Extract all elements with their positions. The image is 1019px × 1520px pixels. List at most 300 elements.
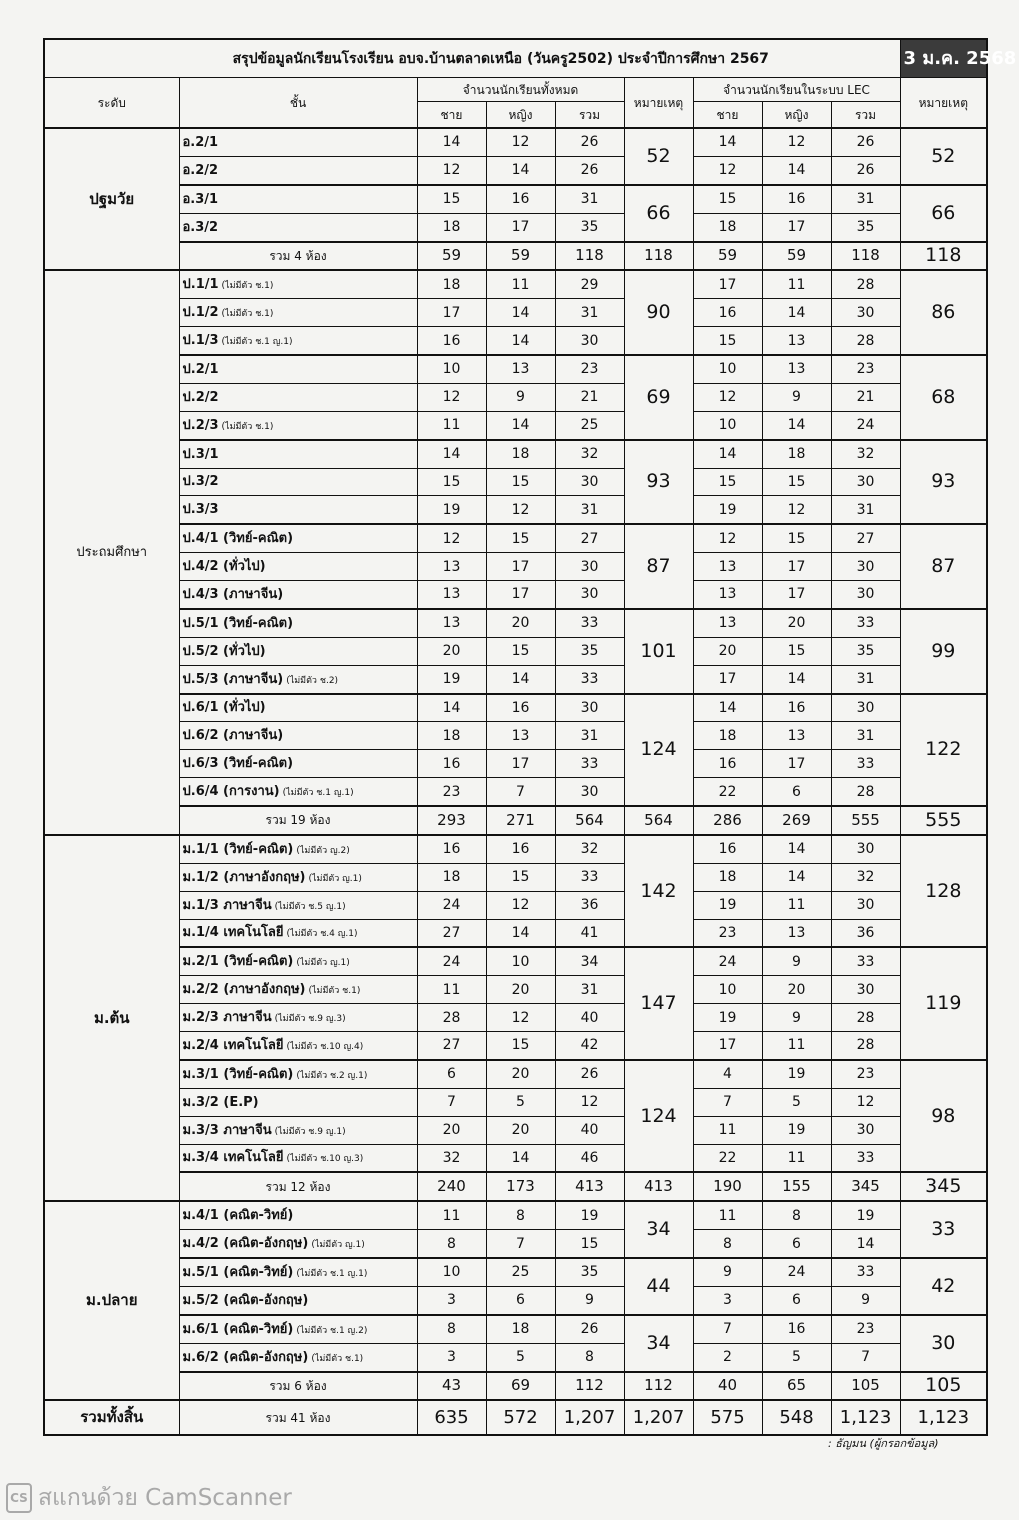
lec-total-count: 26	[831, 128, 900, 156]
header-lec-total: รวม	[831, 102, 900, 129]
class-name	[179, 1060, 417, 1088]
table-row	[44, 270, 987, 298]
class-label: ม.2/4 เทคโนโลยี	[182, 1037, 284, 1053]
grand-total-m: 635	[417, 1400, 486, 1435]
subtotal-lec-male: 40	[693, 1372, 762, 1401]
remark-all: 66	[624, 185, 693, 242]
lec-female-count: 8	[762, 1201, 831, 1229]
class-name	[179, 778, 417, 806]
table-row	[44, 128, 987, 156]
total-count: 32	[555, 440, 624, 468]
male-count: 12	[417, 383, 486, 411]
footer-note: : ธัญมน (ผู้กรอกข้อมูล)	[828, 1437, 939, 1450]
male-count: 10	[417, 355, 486, 383]
remark-all: 90	[624, 270, 693, 355]
class-label: ม.4/1 (คณิต-วิทย์)	[182, 1208, 294, 1224]
table-row	[44, 327, 987, 355]
subtotal-male: 43	[417, 1372, 486, 1401]
male-count: 28	[417, 1004, 486, 1032]
lec-total-count: 30	[831, 694, 900, 722]
male-count: 18	[417, 722, 486, 750]
table-row	[44, 411, 987, 439]
lec-female-count: 9	[762, 947, 831, 975]
class-name	[179, 919, 417, 947]
subtotal-total: 413	[555, 1172, 624, 1201]
male-count: 18	[417, 213, 486, 241]
lec-female-count: 13	[762, 327, 831, 355]
female-count: 20	[486, 609, 555, 637]
male-count: 11	[417, 411, 486, 439]
camscanner-logo-icon: CS	[6, 1483, 32, 1513]
header-lec-male: ชาย	[693, 102, 762, 129]
table-row	[44, 355, 987, 383]
subtotal-lec-total: 345	[831, 1172, 900, 1201]
remark-all: 34	[624, 1315, 693, 1372]
subtotal-lec-total: 105	[831, 1372, 900, 1401]
class-note: (ไม่มีตัว ช.1)	[311, 1353, 364, 1364]
class-note: (ไม่มีตัว ญ.2)	[296, 845, 350, 856]
male-count: 19	[417, 665, 486, 693]
table-row	[44, 1201, 987, 1229]
total-count: 19	[555, 1201, 624, 1229]
class-label: ม.1/4 เทคโนโลยี	[182, 925, 284, 941]
total-count: 36	[555, 891, 624, 919]
lec-total-count: 28	[831, 327, 900, 355]
lec-male-count: 11	[693, 1201, 762, 1229]
table-row	[44, 440, 987, 468]
lec-total-count: 35	[831, 637, 900, 665]
remark-all: 34	[624, 1201, 693, 1258]
lec-male-count: 7	[693, 1315, 762, 1343]
remark-all: 93	[624, 440, 693, 525]
lec-total-count: 30	[831, 553, 900, 581]
class-label: ป.4/3 (ภาษาจีน)	[182, 586, 284, 602]
class-name	[179, 1201, 417, 1229]
lec-female-count: 9	[762, 383, 831, 411]
class-label: ม.5/2 (คณิต-อังกฤษ)	[182, 1292, 309, 1308]
male-count: 6	[417, 1060, 486, 1088]
total-count: 30	[555, 581, 624, 609]
total-count: 35	[555, 637, 624, 665]
lec-total-count: 19	[831, 1201, 900, 1229]
female-count: 17	[486, 213, 555, 241]
header-total: รวม	[555, 102, 624, 129]
lec-female-count: 16	[762, 694, 831, 722]
lec-female-count: 15	[762, 637, 831, 665]
class-note: (ไม่มีตัว ญ.1)	[308, 873, 362, 884]
lec-male-count: 22	[693, 1144, 762, 1172]
class-name	[179, 299, 417, 327]
remark-lec: 52	[900, 128, 987, 185]
female-count: 14	[486, 156, 555, 184]
remark-lec: 33	[900, 1201, 987, 1258]
total-count: 32	[555, 835, 624, 863]
remark-lec: 122	[900, 694, 987, 807]
lec-male-count: 12	[693, 156, 762, 184]
subtotal-label: รวม 19 ห้อง	[179, 806, 417, 835]
grand-total-f: 572	[486, 1400, 555, 1435]
table-row	[44, 185, 987, 213]
remark-all: 147	[624, 947, 693, 1060]
male-count: 11	[417, 976, 486, 1004]
female-count: 16	[486, 694, 555, 722]
female-count: 16	[486, 185, 555, 213]
lec-female-count: 17	[762, 750, 831, 778]
lec-male-count: 19	[693, 496, 762, 524]
female-count: 15	[486, 863, 555, 891]
female-count: 16	[486, 835, 555, 863]
lec-male-count: 18	[693, 722, 762, 750]
header-class: ชั้น	[179, 78, 417, 129]
table-row	[44, 919, 987, 947]
lec-male-count: 17	[693, 665, 762, 693]
subtotal-lec-remark: 555	[900, 806, 987, 835]
lec-male-count: 10	[693, 355, 762, 383]
remark-all: 142	[624, 835, 693, 948]
male-count: 10	[417, 1258, 486, 1286]
table-row	[44, 1230, 987, 1258]
class-label: ป.1/3	[182, 333, 219, 349]
class-name	[179, 750, 417, 778]
lec-male-count: 10	[693, 976, 762, 1004]
total-count: 35	[555, 1258, 624, 1286]
lec-male-count: 16	[693, 750, 762, 778]
class-label: ป.3/1	[182, 446, 219, 462]
class-label: ป.6/2 (ภาษาจีน)	[182, 728, 284, 744]
female-count: 10	[486, 947, 555, 975]
total-count: 26	[555, 156, 624, 184]
subtotal-remark: 112	[624, 1372, 693, 1401]
lec-female-count: 16	[762, 1315, 831, 1343]
subtotal-lec-remark: 118	[900, 242, 987, 271]
class-name	[179, 355, 417, 383]
class-name	[179, 1286, 417, 1314]
class-label: ม.2/1 (วิทย์-คณิต)	[182, 954, 294, 970]
lec-total-count: 30	[831, 835, 900, 863]
class-label: อ.3/2	[182, 219, 219, 235]
female-count: 7	[486, 1230, 555, 1258]
total-count: 35	[555, 213, 624, 241]
remark-all: 101	[624, 609, 693, 694]
table-row	[44, 1315, 987, 1343]
lec-male-count: 16	[693, 299, 762, 327]
class-label: ป.5/3 (ภาษาจีน)	[182, 671, 284, 687]
class-name	[179, 863, 417, 891]
lec-female-count: 19	[762, 1060, 831, 1088]
class-label: ม.4/2 (คณิต-อังกฤษ)	[182, 1236, 309, 1252]
lec-male-count: 24	[693, 947, 762, 975]
class-name	[179, 128, 417, 156]
subtotal-lec-male: 190	[693, 1172, 762, 1201]
female-count: 5	[486, 1343, 555, 1371]
lec-female-count: 11	[762, 891, 831, 919]
subtotal-total: 118	[555, 242, 624, 271]
lec-female-count: 16	[762, 185, 831, 213]
class-name	[179, 665, 417, 693]
female-count: 18	[486, 1315, 555, 1343]
lec-female-count: 12	[762, 128, 831, 156]
lec-female-count: 13	[762, 355, 831, 383]
class-name	[179, 722, 417, 750]
table-row	[44, 383, 987, 411]
class-name	[179, 1343, 417, 1371]
male-count: 12	[417, 524, 486, 552]
lec-female-count: 13	[762, 722, 831, 750]
total-count: 30	[555, 553, 624, 581]
class-note: (ไม่มีตัว ช.2)	[286, 675, 339, 686]
male-count: 18	[417, 863, 486, 891]
subtotal-lec-female: 155	[762, 1172, 831, 1201]
remark-all: 52	[624, 128, 693, 185]
female-count: 5	[486, 1088, 555, 1116]
subtotal-row	[44, 806, 987, 835]
remark-lec: 87	[900, 524, 987, 609]
lec-female-count: 14	[762, 665, 831, 693]
lec-total-count: 33	[831, 1144, 900, 1172]
subtotal-remark: 413	[624, 1172, 693, 1201]
female-count: 20	[486, 976, 555, 1004]
lec-total-count: 30	[831, 976, 900, 1004]
table-row	[44, 947, 987, 975]
male-count: 16	[417, 835, 486, 863]
level-label: ประถมศึกษา	[44, 270, 179, 835]
lec-total-count: 32	[831, 440, 900, 468]
male-count: 15	[417, 468, 486, 496]
lec-male-count: 9	[693, 1258, 762, 1286]
grand-total-lf: 548	[762, 1400, 831, 1435]
class-name	[179, 1230, 417, 1258]
lec-male-count: 15	[693, 468, 762, 496]
class-note: (ไม่มีตัว ช.10 ญ.4)	[286, 1041, 364, 1052]
subtotal-row	[44, 1172, 987, 1201]
lec-male-count: 17	[693, 1032, 762, 1060]
class-name	[179, 327, 417, 355]
class-label: ม.3/4 เทคโนโลยี	[182, 1150, 284, 1166]
class-name	[179, 891, 417, 919]
lec-male-count: 22	[693, 778, 762, 806]
table-row	[44, 1286, 987, 1314]
table-row	[44, 1004, 987, 1032]
header-remark-all: หมายเหตุ	[624, 78, 693, 129]
subtotal-remark: 564	[624, 806, 693, 835]
subtotal-lec-total: 555	[831, 806, 900, 835]
class-label: ป.2/2	[182, 389, 219, 405]
subtotal-female: 271	[486, 806, 555, 835]
table-row	[44, 1144, 987, 1172]
lec-total-count: 30	[831, 468, 900, 496]
male-count: 8	[417, 1315, 486, 1343]
class-name	[179, 694, 417, 722]
lec-total-count: 30	[831, 1116, 900, 1144]
level-label: ม.ต้น	[44, 835, 179, 1201]
lec-female-count: 12	[762, 496, 831, 524]
lec-female-count: 5	[762, 1088, 831, 1116]
lec-male-count: 10	[693, 411, 762, 439]
student-summary-table	[43, 38, 1017, 1436]
remark-all: 87	[624, 524, 693, 609]
header-lec-students: จำนวนนักเรียนในระบบ LEC	[693, 78, 900, 102]
remark-lec: 93	[900, 440, 987, 525]
female-count: 18	[486, 440, 555, 468]
male-count: 24	[417, 947, 486, 975]
class-label: ป.4/1 (วิทย์-คณิต)	[182, 531, 294, 547]
remark-lec: 30	[900, 1315, 987, 1372]
total-count: 30	[555, 694, 624, 722]
lec-female-count: 15	[762, 524, 831, 552]
class-note: (ไม่มีตัว ช.1)	[308, 986, 361, 997]
total-count: 31	[555, 185, 624, 213]
male-count: 8	[417, 1230, 486, 1258]
subtotal-lec-female: 65	[762, 1372, 831, 1401]
total-count: 29	[555, 270, 624, 298]
class-name	[179, 1032, 417, 1060]
class-note: (ไม่มีตัว ช.1)	[221, 309, 274, 320]
class-name	[179, 947, 417, 975]
male-count: 24	[417, 891, 486, 919]
table-row	[44, 553, 987, 581]
female-count: 15	[486, 524, 555, 552]
lec-male-count: 7	[693, 1088, 762, 1116]
female-count: 11	[486, 270, 555, 298]
male-count: 32	[417, 1144, 486, 1172]
lec-total-count: 31	[831, 665, 900, 693]
class-label: ป.3/3	[182, 502, 219, 518]
total-count: 23	[555, 355, 624, 383]
class-name	[179, 524, 417, 552]
class-note: (ไม่มีตัว ช.2 ญ.1)	[296, 1070, 368, 1081]
table-row	[44, 1116, 987, 1144]
class-note: (ไม่มีตัว ช.4 ญ.1)	[286, 929, 358, 940]
lec-total-count: 23	[831, 355, 900, 383]
lec-total-count: 26	[831, 156, 900, 184]
table-row	[44, 524, 987, 552]
class-label: ม.3/1 (วิทย์-คณิต)	[182, 1066, 294, 1082]
lec-female-count: 14	[762, 863, 831, 891]
lec-male-count: 14	[693, 694, 762, 722]
lec-female-count: 14	[762, 411, 831, 439]
subtotal-male: 293	[417, 806, 486, 835]
subtotal-female: 59	[486, 242, 555, 271]
grand-total-lm: 575	[693, 1400, 762, 1435]
class-label: อ.2/2	[182, 162, 219, 178]
lec-female-count: 14	[762, 835, 831, 863]
lec-total-count: 7	[831, 1343, 900, 1371]
female-count: 20	[486, 1116, 555, 1144]
lec-male-count: 3	[693, 1286, 762, 1314]
class-label: ป.5/1 (วิทย์-คณิต)	[182, 615, 294, 631]
lec-female-count: 19	[762, 1116, 831, 1144]
male-count: 14	[417, 440, 486, 468]
female-count: 12	[486, 891, 555, 919]
table-row	[44, 609, 987, 637]
table-row	[44, 1258, 987, 1286]
lec-male-count: 16	[693, 835, 762, 863]
table-row	[44, 581, 987, 609]
class-note: (ไม่มีตัว ช.1 ญ.1)	[221, 337, 293, 348]
subtotal-male: 240	[417, 1172, 486, 1201]
grand-total-t: 1,207	[555, 1400, 624, 1435]
class-name	[179, 835, 417, 863]
class-name	[179, 1004, 417, 1032]
male-count: 20	[417, 637, 486, 665]
male-count: 27	[417, 919, 486, 947]
total-count: 31	[555, 299, 624, 327]
subtotal-lec-remark: 345	[900, 1172, 987, 1201]
lec-female-count: 24	[762, 1258, 831, 1286]
female-count: 20	[486, 1060, 555, 1088]
total-count: 8	[555, 1343, 624, 1371]
class-label: ป.3/2	[182, 474, 219, 490]
total-count: 27	[555, 524, 624, 552]
remark-all: 124	[624, 694, 693, 807]
male-count: 11	[417, 1201, 486, 1229]
class-name	[179, 1144, 417, 1172]
class-label: ม.2/2 (ภาษาอังกฤษ)	[182, 982, 306, 998]
female-count: 14	[486, 327, 555, 355]
lec-female-count: 9	[762, 1004, 831, 1032]
total-count: 30	[555, 778, 624, 806]
remark-lec: 98	[900, 1060, 987, 1173]
male-count: 27	[417, 1032, 486, 1060]
class-label: ม.6/1 (คณิต-วิทย์)	[182, 1321, 294, 1337]
class-label: ป.5/2 (ทั่วไป)	[182, 643, 266, 659]
lec-male-count: 23	[693, 919, 762, 947]
class-name	[179, 637, 417, 665]
remark-all: 69	[624, 355, 693, 440]
header-lec-female: หญิง	[762, 102, 831, 129]
lec-total-count: 31	[831, 722, 900, 750]
total-count: 30	[555, 468, 624, 496]
subtotal-male: 59	[417, 242, 486, 271]
lec-male-count: 13	[693, 581, 762, 609]
female-count: 8	[486, 1201, 555, 1229]
class-name	[179, 440, 417, 468]
class-name	[179, 1088, 417, 1116]
lec-total-count: 12	[831, 1088, 900, 1116]
total-count: 33	[555, 609, 624, 637]
subtotal-total: 564	[555, 806, 624, 835]
lec-female-count: 15	[762, 468, 831, 496]
male-count: 23	[417, 778, 486, 806]
lec-female-count: 11	[762, 1032, 831, 1060]
total-count: 33	[555, 863, 624, 891]
table-row	[44, 1032, 987, 1060]
total-count: 31	[555, 976, 624, 1004]
subtotal-total: 112	[555, 1372, 624, 1401]
female-count: 15	[486, 637, 555, 665]
class-label: ม.6/2 (คณิต-อังกฤษ)	[182, 1349, 309, 1365]
class-note: (ไม่มีตัว ช.1 ญ.1)	[282, 788, 354, 799]
class-name	[179, 156, 417, 184]
class-name	[179, 553, 417, 581]
male-count: 20	[417, 1116, 486, 1144]
lec-male-count: 12	[693, 524, 762, 552]
header-remark-lec: หมายเหตุ	[900, 78, 987, 129]
lec-total-count: 30	[831, 299, 900, 327]
class-note: (ไม่มีตัว ช.1)	[221, 421, 274, 432]
remark-lec: 99	[900, 609, 987, 694]
remark-lec: 128	[900, 835, 987, 948]
class-label: ป.2/3	[182, 417, 219, 433]
lec-female-count: 17	[762, 213, 831, 241]
table-row	[44, 835, 987, 863]
total-count: 41	[555, 919, 624, 947]
header-female: หญิง	[486, 102, 555, 129]
class-name	[179, 185, 417, 213]
total-count: 21	[555, 383, 624, 411]
table-row	[44, 299, 987, 327]
class-name	[179, 411, 417, 439]
